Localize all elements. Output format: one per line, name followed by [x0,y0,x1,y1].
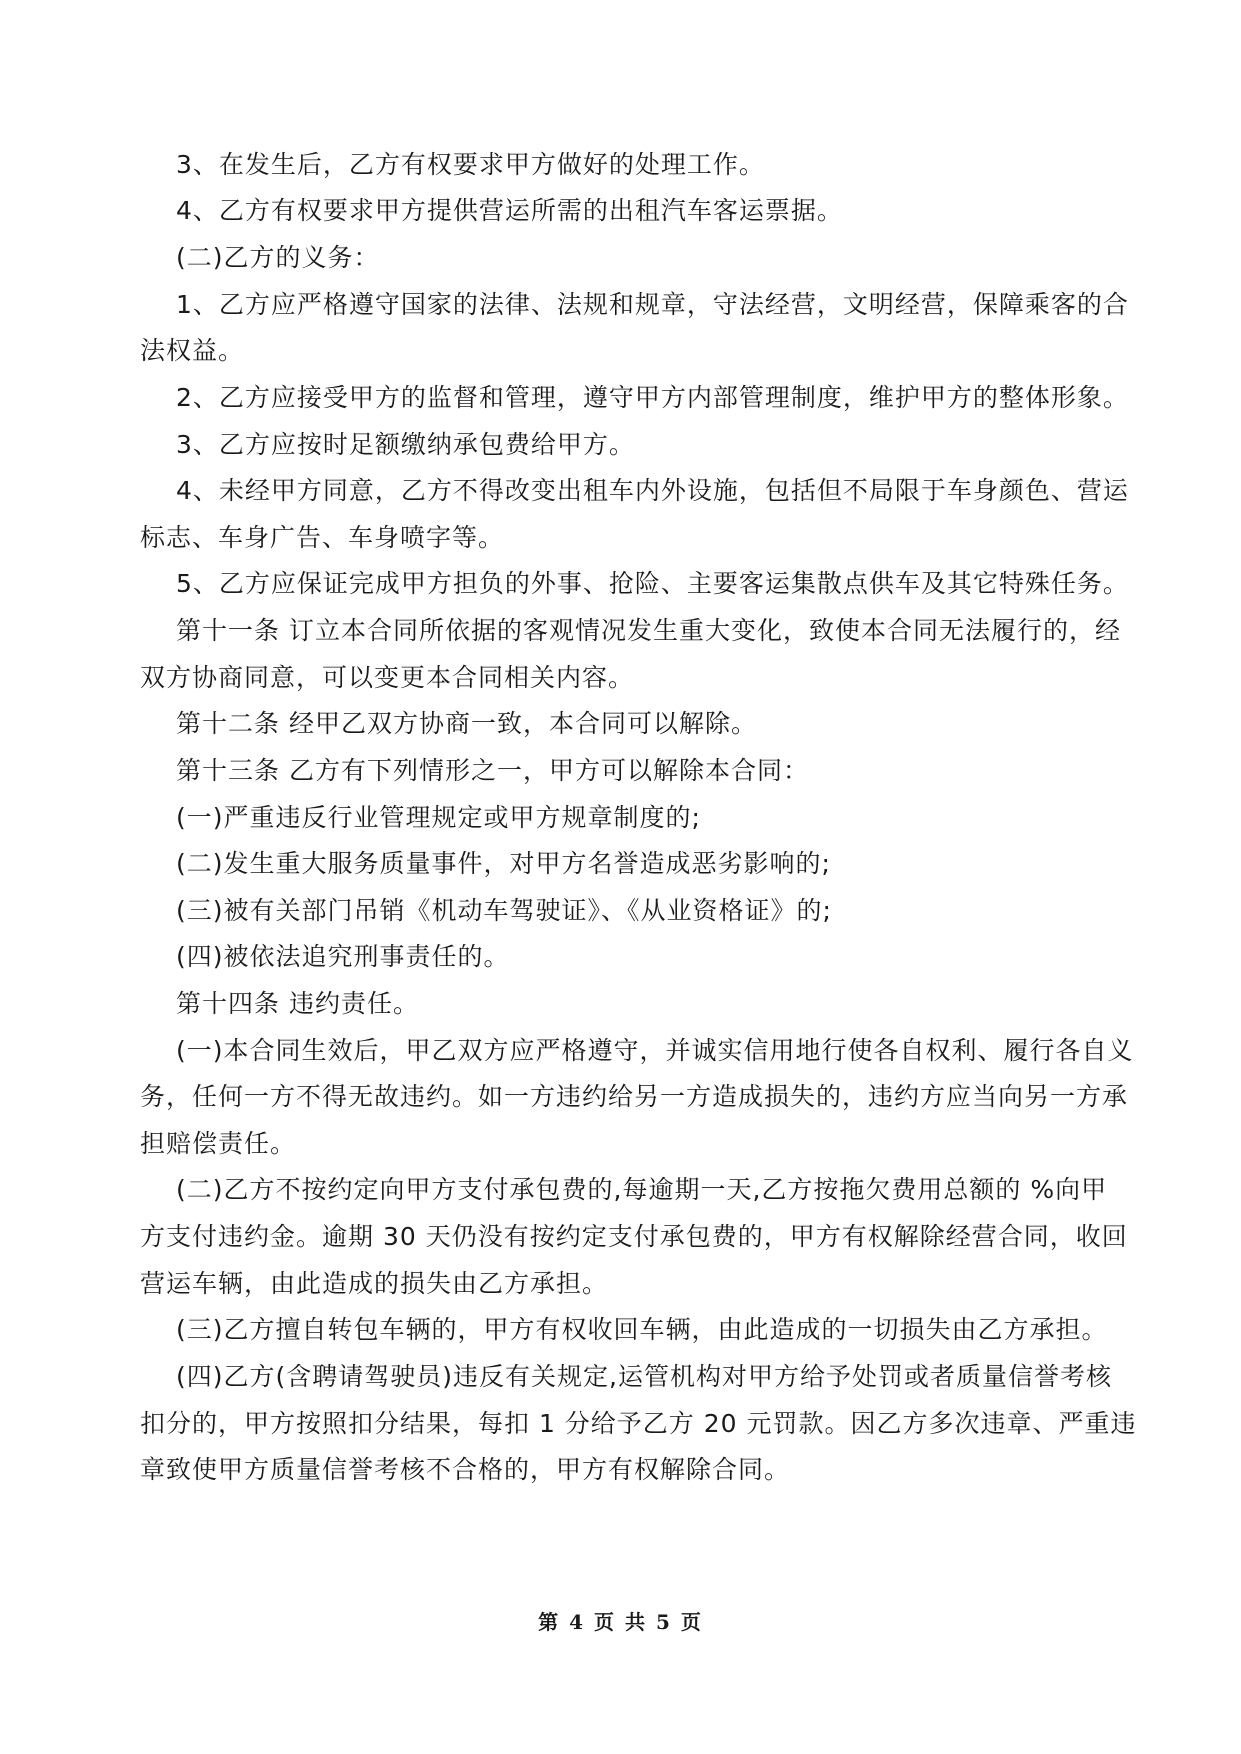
article-line: 第十一条 订立本合同所依据的客观情况发生重大变化，致使本合同无法履行的，经 [176,616,1121,645]
section-heading: (二)乙方的义务： [176,243,380,272]
text-line: (二)乙方不按约定向甲方支付承包费的,每逾期一天,乙方按拖欠费用总额的 %向甲 [176,1175,1108,1204]
text-line: 1、乙方应严格遵守国家的法律、法规和规章，守法经营，文明经营，保障乘客的合 [176,290,1129,319]
text-line: (四)乙方(含聘请驾驶员)违反有关规定,运管机构对甲方给予处罚或者质量信誉考核 [176,1362,1112,1391]
text-line: 扣分的，甲方按照扣分结果，每扣 1 分给予乙方 20 元罚款。因乙方多次违章、严重违 [140,1409,1137,1438]
text-line: 3、在发生后，乙方有权要求甲方做好的处理工作。 [176,150,765,179]
text-line: 3、乙方应按时足额缴纳承包费给甲方。 [176,430,635,459]
text-line: 方支付违约金。逾期 30 天仍没有按约定支付承包费的，甲方有权解除经营合同，收回 [140,1222,1128,1251]
text-line: 担赔偿责任。 [140,1129,297,1158]
text-line: 5、乙方应保证完成甲方担负的外事、抢险、主要客运集散点供车及其它特殊任务。 [176,569,1129,598]
text-line: 章致使甲方质量信誉考核不合格的，甲方有权解除合同。 [140,1455,791,1484]
text-line: 2、乙方应接受甲方的监督和管理，遵守甲方内部管理制度，维护甲方的整体形象。 [176,383,1129,412]
text-line: (三)乙方擅自转包车辆的，甲方有权收回车辆，由此造成的一切损失由乙方承担。 [176,1315,1108,1344]
text-line: 双方协商同意，可以变更本合同相关内容。 [140,663,635,692]
text-line: 法权益。 [140,336,245,365]
text-line: 营运车辆，由此造成的损失由乙方承担。 [140,1269,609,1298]
text-line: (一)严重违反行业管理规定或甲方规章制度的; [176,803,701,832]
text-line: (一)本合同生效后，甲乙双方应严格遵守，并诚实信用地行使各自权利、履行各自义 [176,1036,1134,1065]
text-line: 4、乙方有权要求甲方提供营运所需的出租汽车客运票据。 [176,196,843,225]
text-line: (三)被有关部门吊销《机动车驾驶证》、《从业资格证》的; [176,896,832,925]
article-line: 第十四条 违约责任。 [176,989,419,1018]
page-number-footer: 第 4 页 共 5 页 [538,1610,703,1634]
article-line: 第十三条 乙方有下列情形之一，甲方可以解除本合同： [176,756,809,785]
article-line: 第十二条 经甲乙双方协商一致，本合同可以解除。 [176,709,757,738]
text-line: 4、未经甲方同意，乙方不得改变出租车内外设施，包括但不局限于车身颜色、营运 [176,476,1129,505]
text-line: (二)发生重大服务质量事件，对甲方名誉造成恶劣影响的; [176,849,831,878]
text-line: 务，任何一方不得无故违约。如一方违约给另一方造成损失的，违约方应当向另一方承 [140,1082,1129,1111]
text-line: 标志、车身广告、车身喷字等。 [140,523,505,552]
text-line: (四)被依法追究刑事责任的。 [176,942,510,971]
